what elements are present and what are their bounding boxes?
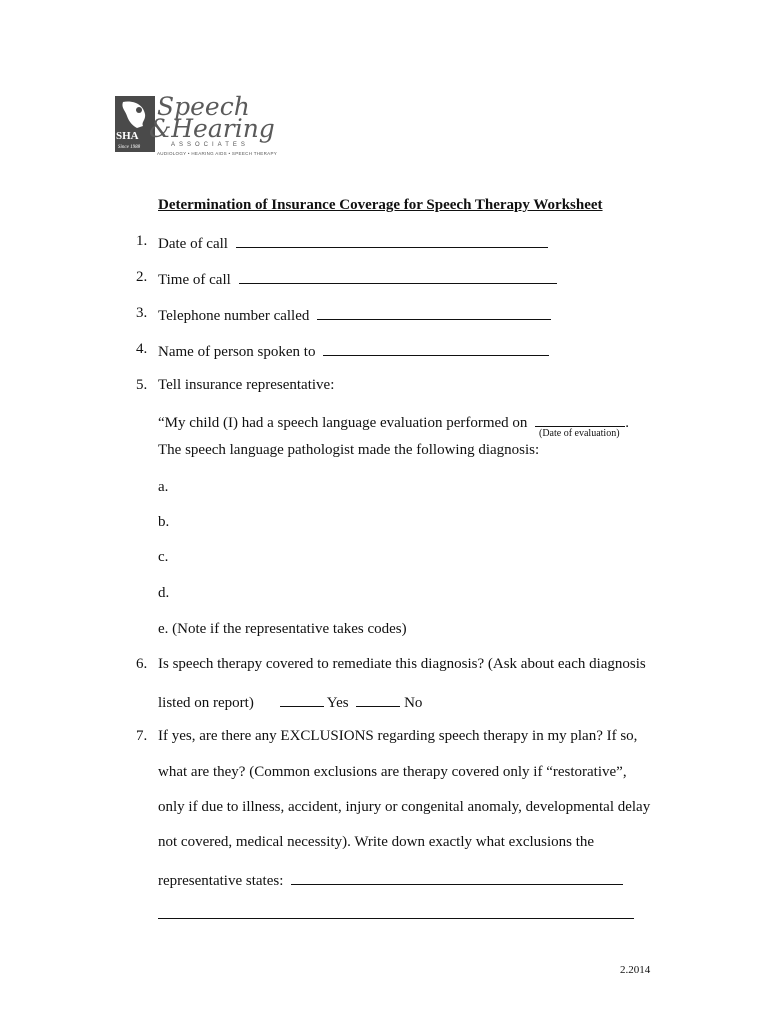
item-7-text-1: If yes, are there any EXCLUSIONS regarding speech therapy in my plan? If so, [158, 728, 638, 744]
exclusions-field[interactable] [291, 870, 623, 885]
worksheet-title: Determination of Insurance Coverage for Speech Therapy Worksheet [158, 197, 603, 213]
date-of-evaluation-field[interactable] [535, 412, 625, 427]
item-number-7: 7. [136, 728, 148, 744]
diagnosis-d: d. [158, 585, 170, 601]
person-spoken-to-field[interactable] [323, 341, 549, 356]
item-1-label: Date of call [158, 236, 228, 252]
no-field[interactable] [356, 692, 400, 707]
item-number-2: 2. [136, 269, 148, 285]
item-6-text-1: Is speech therapy covered to remediate this diagnosis? (Ask about each diagnosis [158, 656, 646, 672]
date-of-evaluation-caption: (Date of evaluation) [539, 428, 620, 439]
item-4-label: Name of person spoken to [158, 344, 316, 360]
item-3 [158, 305, 551, 325]
item-2-label: Time of call [158, 272, 231, 288]
exclusions-field-continued[interactable] [158, 904, 634, 919]
date-of-call-field[interactable] [236, 233, 548, 248]
diagnosis-e: e. (Note if the representative takes codes) [158, 621, 407, 637]
logo-monogram: SHA [116, 130, 139, 142]
sha-logo [115, 92, 285, 162]
logo-since: Since 1988 [118, 145, 141, 150]
logo-tagline: AUDIOLOGY • HEARING AIDS • SPEECH THERAPY [157, 151, 278, 156]
item-number-5: 5. [136, 377, 148, 393]
item-5-quote-period: . [625, 415, 629, 431]
item-5-quote-text: “My child (I) had a speech language evaluation performed on [158, 415, 528, 431]
yes-label: Yes [326, 695, 349, 711]
diagnosis-c: c. [158, 549, 169, 565]
telephone-number-field[interactable] [317, 305, 551, 320]
item-7-text-5: representative states: [158, 873, 284, 889]
revision-date: 2.2014 [620, 964, 651, 976]
logo-word-hearing: &Hearing [149, 114, 275, 143]
item-3-label: Telephone number called [158, 308, 310, 324]
time-of-call-field[interactable] [239, 269, 557, 284]
item-1 [158, 233, 548, 253]
logo-word-speech: Speech [157, 92, 250, 121]
item-2 [158, 269, 557, 289]
logo-associates: ASSOCIATES [171, 142, 249, 148]
item-number-4: 4. [136, 341, 148, 357]
item-7-text-4: not covered, medical necessity). Write down exactly what exclusions the [158, 834, 595, 850]
item-number-1: 1. [136, 233, 148, 249]
item-number-6: 6. [136, 656, 148, 672]
yes-field[interactable] [280, 692, 324, 707]
item-7-text-3: only if due to illness, accident, injury or congenital anomaly, developmental delay [158, 799, 651, 815]
item-6-text-2: listed on report) [158, 695, 254, 711]
diagnosis-b: b. [158, 514, 170, 530]
item-7-line-5 [158, 870, 623, 890]
item-4 [158, 341, 549, 361]
item-7-text-2: what are they? (Common exclusions are therapy covered only if “restorative”, [158, 764, 627, 780]
item-5-label: Tell insurance representative: [158, 377, 335, 393]
item-5-diagnosis-text: The speech language pathologist made the following diagnosis: [158, 442, 540, 458]
no-label: No [404, 695, 423, 711]
item-number-3: 3. [136, 305, 148, 321]
item-6-line-2 [158, 692, 422, 712]
diagnosis-a: a. [158, 479, 169, 495]
